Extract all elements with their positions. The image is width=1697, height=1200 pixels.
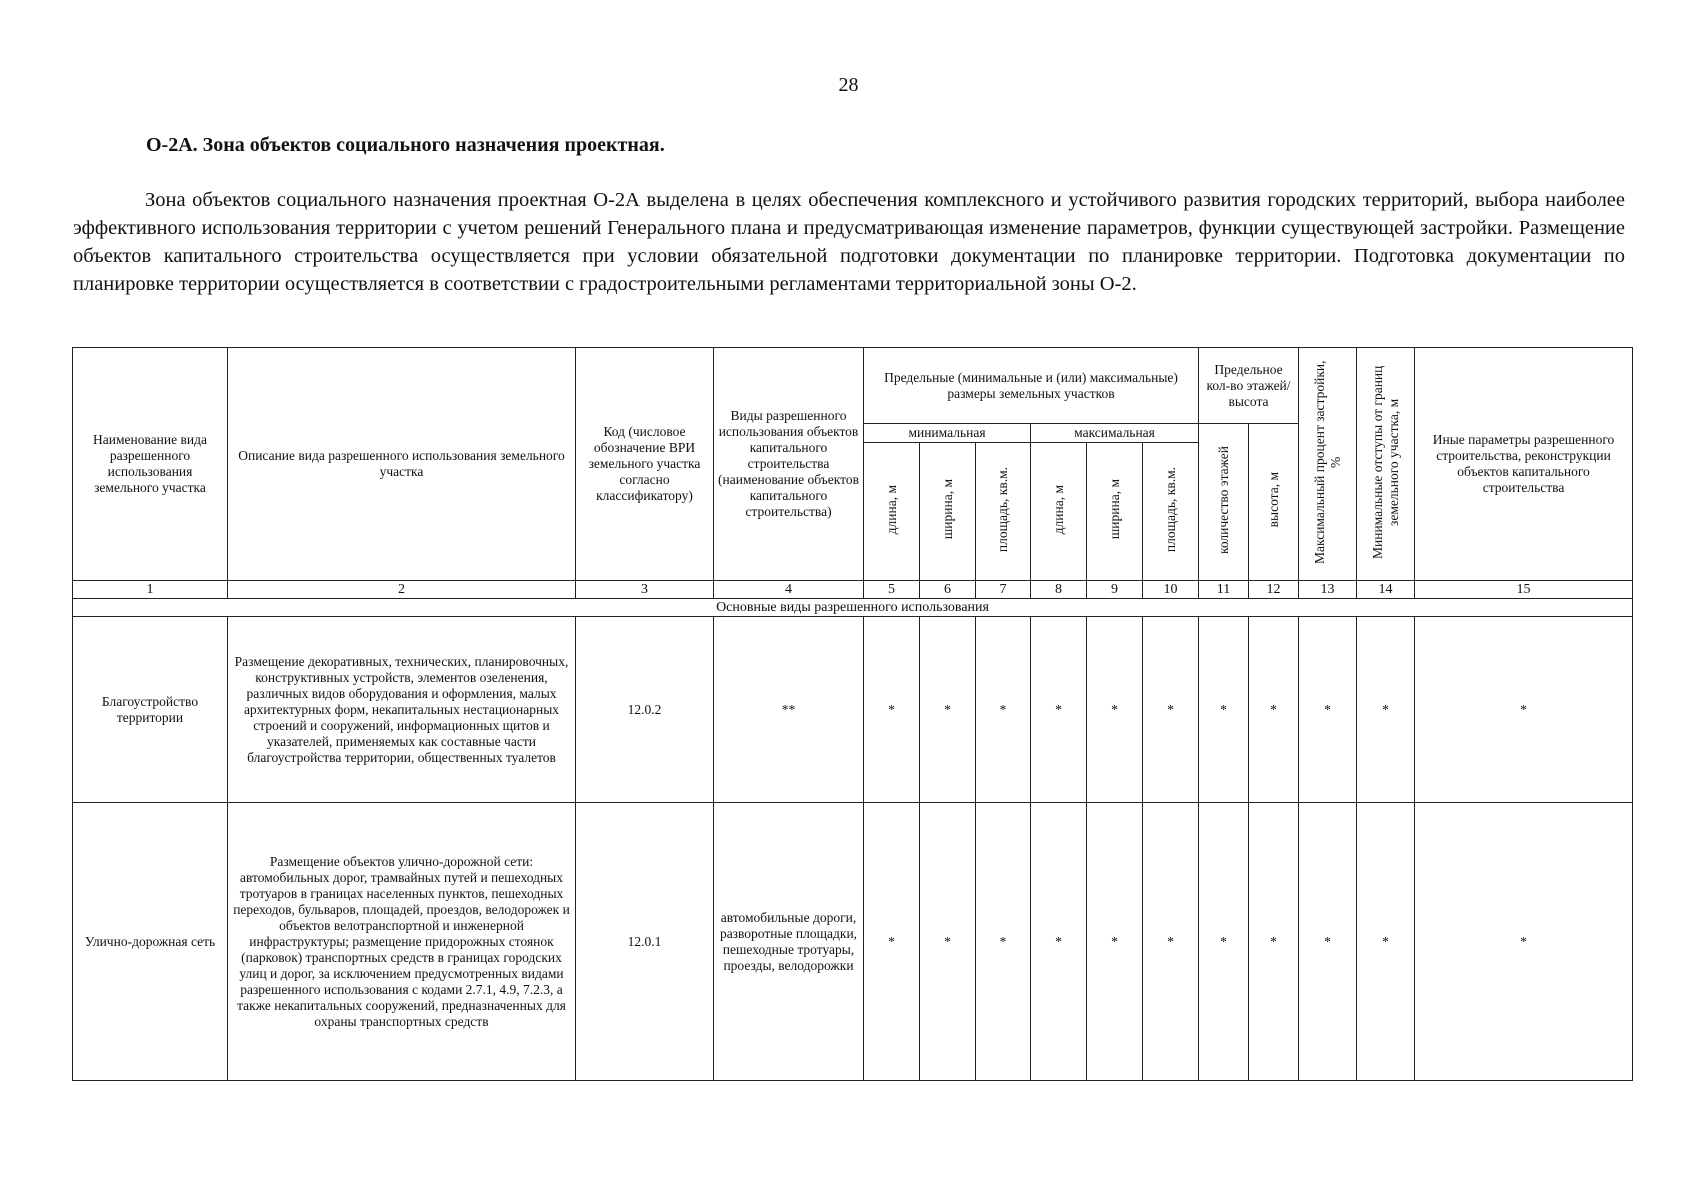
row-value: * — [1199, 617, 1249, 803]
row-name: Благоустройство территории — [73, 617, 228, 803]
intro-paragraph: Зона объектов социального назначения проектная О-2А выделена в целях обеспечения комплексного и устойчивого развития городских территорий, выбора наиболее эффективного использования территории с учетом решений Генерального плана и предусматривающая изменение параметров, функции существующей застройки. Размещение объектов капитального строительства осуществляется при условии обязательной подготовки документации по планировке территории. Подготовка документации по планировке территории осуществляется в соответствии с градостроительными регламентами территориальной зоны О-2. — [73, 189, 1625, 295]
row-description: Размещение объектов улично-дорожной сети: автомобильных дорог, трамвайных путей и пешеходных тротуаров в границах населенных пунктов, пешеходных переходов, бульваров, площадей, проездов, велодорожек и объектов велотранспортной и инженерной инфраструктуры; размещение придорожных стоянок (парковок) транспортных средств в границах городских улиц и дорог, за исключением предусмотренных видами разрешенного использования с кодами 2.7.1, 4.9, 7.2.3, а также некапитальных сооружений, предназначенных для охраны транспортных средств — [228, 803, 576, 1081]
column-number: 12 — [1249, 581, 1299, 599]
zone-title: О-2А. Зона объектов социального назначения проектная. — [146, 134, 665, 156]
row-value: * — [920, 803, 976, 1081]
row-value: * — [864, 617, 920, 803]
row-value: * — [920, 617, 976, 803]
table-row — [73, 617, 1633, 803]
column-number: 2 — [228, 581, 576, 599]
header-name: Наименование вида разрешенного использования земельного участка — [73, 348, 228, 581]
column-number: 3 — [576, 581, 714, 599]
header-code: Код (числовое обозначение ВРИ земельного участка согласно классификатору) — [576, 348, 714, 581]
row-value: * — [1415, 803, 1633, 1081]
row-kinds: автомобильные дороги, разворотные площадки, пешеходные тротуары, проезды, велодорожки — [714, 803, 864, 1081]
row-value: * — [1143, 617, 1199, 803]
row-value: * — [1357, 617, 1415, 803]
column-number: 9 — [1087, 581, 1143, 599]
row-code: 12.0.1 — [576, 803, 714, 1081]
header-floors-text: количество этажей — [1215, 445, 1231, 555]
header-floors — [1199, 424, 1249, 581]
column-number: 1 — [73, 581, 228, 599]
header-min-width — [920, 443, 976, 581]
row-value: * — [1199, 803, 1249, 1081]
header-description: Описание вида разрешенного использования земельного участка — [228, 348, 576, 581]
header-floors-height: Предельное кол-во этажей/ высота — [1199, 348, 1299, 424]
column-number: 6 — [920, 581, 976, 599]
header-max-length — [1031, 443, 1087, 581]
header-min-area-text: площадь, кв.м. — [995, 466, 1010, 553]
page-number: 28 — [838, 74, 859, 96]
row-value: * — [1031, 803, 1087, 1081]
row-value: * — [1357, 803, 1415, 1081]
column-number: 8 — [1031, 581, 1087, 599]
column-number: 7 — [976, 581, 1031, 599]
header-min-setbacks-text: Минимальные отступы от границ земельного участка, м — [1369, 365, 1401, 559]
row-value: * — [1087, 617, 1143, 803]
header-minimal: минимальная — [864, 424, 1031, 443]
header-limits: Предельные (минимальные и (или) максимальные) размеры земельных участков — [864, 348, 1199, 424]
column-number: 5 — [864, 581, 920, 599]
column-number: 13 — [1299, 581, 1357, 599]
header-min-length — [864, 443, 920, 581]
header-max-length-text: длина, м — [1050, 484, 1066, 535]
row-value: * — [1249, 617, 1299, 803]
header-min-setbacks — [1357, 348, 1415, 581]
column-number: 15 — [1415, 581, 1633, 599]
header-height-text: высота, м — [1265, 472, 1281, 528]
header-min-length-text: длина, м — [883, 484, 899, 535]
header-max-width — [1087, 443, 1143, 581]
header-max-area-text: площадь, кв.м. — [1162, 466, 1178, 553]
row-value: * — [1415, 617, 1633, 803]
row-value: * — [1299, 617, 1357, 803]
row-value: * — [1299, 803, 1357, 1081]
header-max-width-text: ширина, м — [1106, 479, 1122, 540]
header-max-percent-text: Максимальный процент застройки, % — [1311, 360, 1343, 564]
row-name: Улично-дорожная сеть — [73, 803, 228, 1081]
header-other: Иные параметры разрешенного строительства, реконструкции объектов капитального строительства — [1415, 348, 1633, 581]
header-max-area — [1143, 443, 1199, 581]
header-height — [1249, 424, 1299, 581]
section-title: Основные виды разрешенного использования — [73, 599, 1633, 617]
row-value: * — [1249, 803, 1299, 1081]
row-kinds: ** — [714, 617, 864, 803]
row-description: Размещение декоративных, технических, планировочных, конструктивных устройств, элементов озеленения, различных видов оборудования и оформления, малых архитектурных форм, некапитальных нестационарных строений и сооружений, информационных щитов и указателей, применяемых как составные части благоустройства территории, общественных туалетов — [228, 617, 576, 803]
column-number: 11 — [1199, 581, 1249, 599]
column-number: 10 — [1143, 581, 1199, 599]
column-number: 14 — [1357, 581, 1415, 599]
header-max-percent — [1299, 348, 1357, 581]
column-number: 4 — [714, 581, 864, 599]
header-kinds: Виды разрешенного использования объектов капитального строительства (наименование объектов капитального строительства) — [714, 348, 864, 581]
row-value: * — [976, 803, 1031, 1081]
row-code: 12.0.2 — [576, 617, 714, 803]
header-min-width-text: ширина, м — [939, 479, 955, 540]
regulations-table — [72, 347, 1633, 1081]
row-value: * — [976, 617, 1031, 803]
row-value: * — [1087, 803, 1143, 1081]
table-row — [73, 803, 1633, 1081]
header-min-area — [976, 443, 1031, 581]
row-value: * — [864, 803, 920, 1081]
row-value: * — [1143, 803, 1199, 1081]
header-maximal: максимальная — [1031, 424, 1199, 443]
row-value: * — [1031, 617, 1087, 803]
